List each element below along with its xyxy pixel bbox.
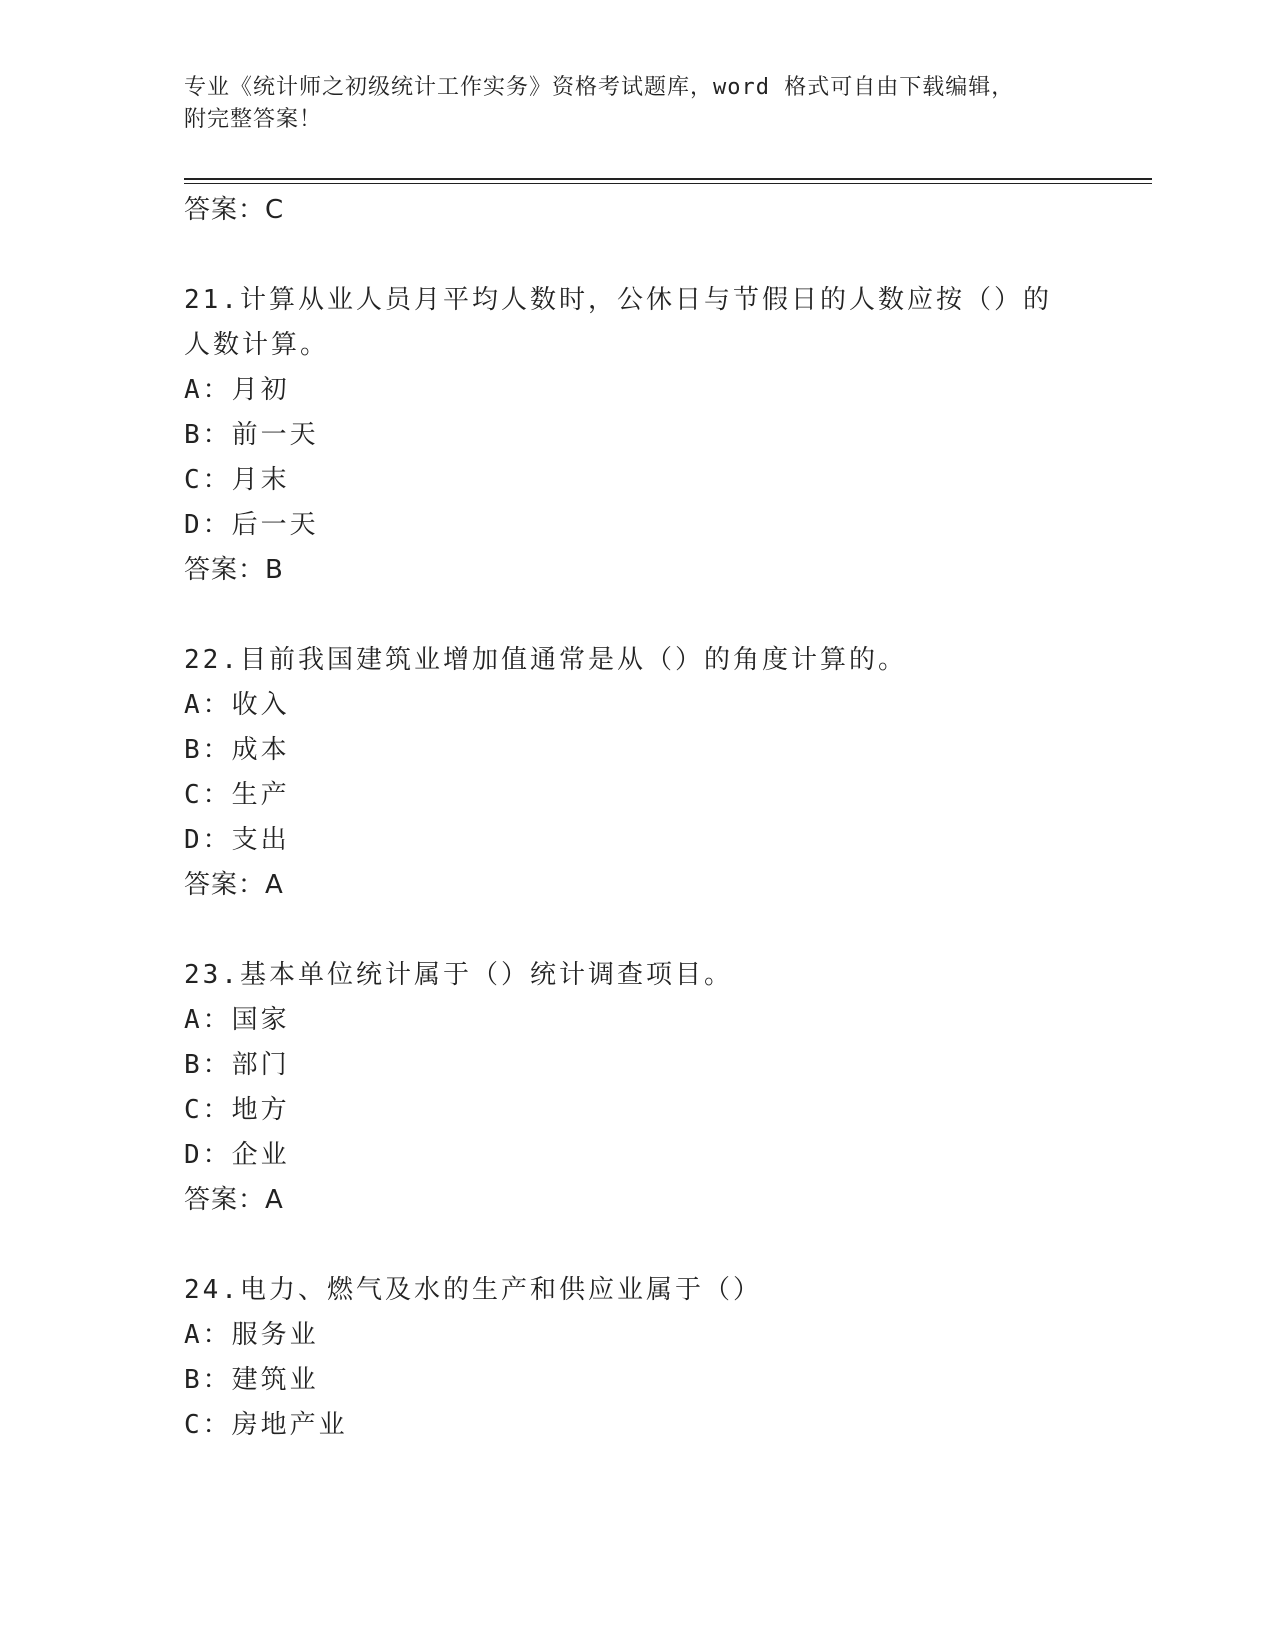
question-stem: 21.计算从业人员月平均人数时，公休日与节假日的人数应按（）的人数计算。: [184, 285, 1052, 360]
question-list: [184, 188, 1084, 1448]
question-block: [184, 1268, 1084, 1448]
question-stem: 23.基本单位统计属于（）统计调查项目。: [184, 960, 733, 990]
option-d: D：后一天: [184, 510, 319, 540]
option-b: B：成本: [184, 735, 290, 765]
spacer: [184, 233, 1084, 278]
option-c: C：地方: [184, 1095, 290, 1125]
header-divider-thick: [184, 178, 1152, 180]
header-divider-thin: [184, 183, 1152, 184]
question-stem: 22.目前我国建筑业增加值通常是从（）的角度计算的。: [184, 645, 907, 675]
spacer: [184, 593, 1084, 638]
option-a: A：月初: [184, 375, 290, 405]
option-c: C：月末: [184, 465, 290, 495]
question-stem: 24.电力、燃气及水的生产和供应业属于（）: [184, 1275, 762, 1305]
option-c: C：房地产业: [184, 1410, 348, 1440]
previous-answer: 答案：C: [184, 195, 285, 225]
spacer: [184, 908, 1084, 953]
answer-line: 答案：A: [184, 1185, 284, 1215]
option-b: B：部门: [184, 1050, 290, 1080]
option-d: D：支出: [184, 825, 290, 855]
header-line-1: 专业《统计师之初级统计工作实务》资格考试题库，word 格式可自由下载编辑，: [184, 75, 1015, 100]
question-block: [184, 638, 1084, 908]
option-b: B：前一天: [184, 420, 319, 450]
answer-line: 答案：B: [184, 555, 284, 585]
option-b: B：建筑业: [184, 1365, 319, 1395]
option-a: A：收入: [184, 690, 290, 720]
answer-line: 答案：A: [184, 870, 284, 900]
option-a: A：服务业: [184, 1320, 319, 1350]
option-d: D：企业: [184, 1140, 290, 1170]
question-block: [184, 953, 1084, 1223]
question-block: [184, 278, 1084, 593]
option-c: C：生产: [184, 780, 290, 810]
header-line-2: 附完整答案！: [184, 107, 323, 132]
spacer: [184, 1223, 1084, 1268]
document-header: [184, 72, 1064, 136]
option-a: A：国家: [184, 1005, 290, 1035]
